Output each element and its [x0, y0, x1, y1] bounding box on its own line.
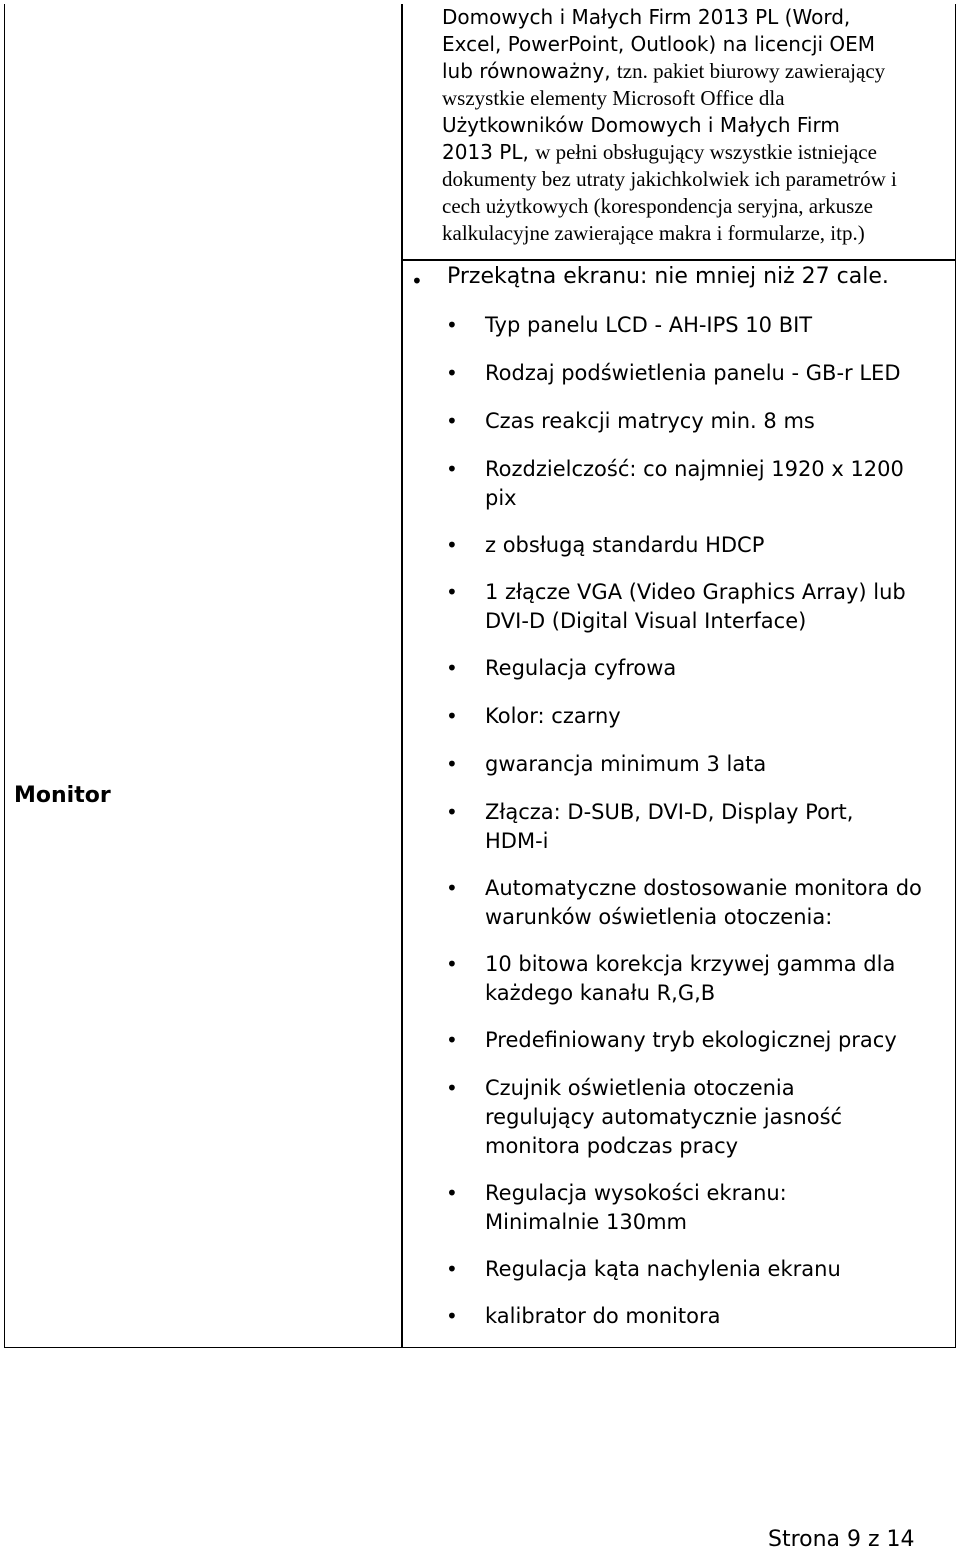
text-line	[442, 58, 947, 85]
list-item: 10 bitowa korekcja krzywej gamma dla każdego kanału R,G,B	[485, 952, 896, 1005]
list-item: Czas reakcji matrycy min. 8 ms	[485, 409, 815, 433]
text-span: tzn. pakiet biurowy zawierający	[616, 59, 886, 83]
list-item: Regulacja wysokości ekranu: Minimalnie 130mm	[485, 1181, 787, 1234]
list-item: Typ panelu LCD - AH-IPS 10 BIT	[485, 313, 813, 337]
bullet-icon: •	[446, 1028, 458, 1052]
bullet-icon: •	[446, 533, 458, 557]
list-item: gwarancja minimum 3 lata	[485, 752, 767, 776]
text-span: w pełni obsługujący wszystkie istniejące	[535, 140, 877, 164]
bullet-icon: •	[446, 1076, 458, 1100]
text-line: Użytkowników Domowych i Małych Firm	[442, 113, 840, 137]
bullet-icon: •	[446, 457, 458, 481]
list-item: Rodzaj podświetlenia panelu - GB-r LED	[485, 361, 901, 385]
list-item: z obsługą standardu HDCP	[485, 533, 765, 557]
text-line: wszystkie elementy Microsoft Office dla	[442, 86, 785, 110]
row-label-monitor: Monitor	[14, 783, 111, 808]
bullet-icon: •	[446, 580, 458, 604]
text-line	[442, 139, 947, 166]
list-item: Regulacja cyfrowa	[485, 656, 677, 680]
screen-diagonal-heading: Przekątna ekranu: nie mniej niż 27 cale.	[447, 264, 889, 289]
bullet-icon: •	[411, 269, 423, 293]
text-line: dokumenty bez utraty jakichkolwiek ich parametrów i	[442, 167, 897, 191]
bullet-icon: •	[446, 1181, 458, 1205]
bullet-icon: •	[446, 313, 458, 337]
bullet-icon: •	[446, 1257, 458, 1281]
list-item: 1 złącze VGA (Video Graphics Array) lub DVI-D (Digital Visual Interface)	[485, 580, 906, 633]
text-span: 2013 PL,	[442, 140, 536, 164]
list-item: Czujnik oświetlenia otoczenia regulujący automatycznie jasność monitora podczas pracy	[485, 1076, 843, 1158]
bullet-icon: •	[446, 656, 458, 680]
list-item: Predefiniowany tryb ekologicznej pracy	[485, 1028, 897, 1052]
office-description	[442, 4, 947, 247]
bullet-icon: •	[446, 876, 458, 900]
page-number: Strona 9 z 14	[768, 1527, 915, 1552]
text-line: Domowych i Małych Firm 2013 PL (Word,	[442, 5, 851, 29]
bullet-icon: •	[446, 361, 458, 385]
list-item: Rozdzielczość: co najmniej 1920 x 1200 pix	[485, 457, 904, 510]
list-item: kalibrator do monitora	[485, 1304, 721, 1328]
list-item: Automatyczne dostosowanie monitora do warunków oświetlenia otoczenia:	[485, 876, 922, 929]
text-line: Excel, PowerPoint, Outlook) na licencji OEM	[442, 32, 876, 56]
column-divider	[401, 4, 403, 1348]
list-item: Kolor: czarny	[485, 704, 621, 728]
list-item: Złącza: D-SUB, DVI-D, Display Port, HDM-i	[485, 800, 854, 853]
text-line: cech użytkowych (korespondencja seryjna, arkusze	[442, 194, 873, 218]
row-divider	[401, 259, 956, 261]
bullet-icon: •	[446, 952, 458, 976]
text-line: kalkulacyjne zawierające makra i formularze, itp.)	[442, 221, 865, 245]
bullet-icon: •	[446, 800, 458, 824]
bullet-icon: •	[446, 1304, 458, 1328]
text-span: lub równoważny,	[442, 59, 617, 83]
bullet-icon: •	[446, 704, 458, 728]
list-item: Regulacja kąta nachylenia ekranu	[485, 1257, 841, 1281]
bullet-icon: •	[446, 752, 458, 776]
bullet-icon: •	[446, 409, 458, 433]
